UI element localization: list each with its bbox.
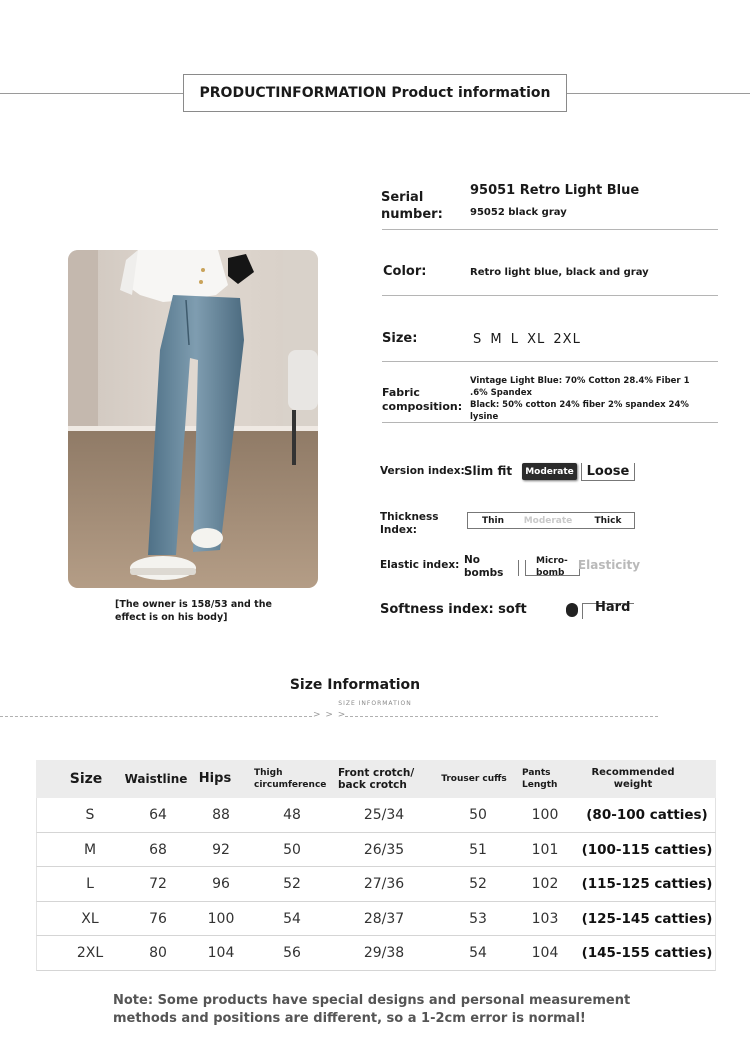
table-cell: 72 xyxy=(149,876,167,892)
table-cell: 101 xyxy=(531,841,559,858)
table-cell: 76 xyxy=(149,910,167,927)
table-row xyxy=(36,902,716,937)
size-table xyxy=(36,760,716,971)
table-cell: 29/38 xyxy=(363,945,405,961)
elastic-divider-1 xyxy=(518,560,519,576)
table-cell: 104 xyxy=(531,945,559,961)
serial-label-1: Serial xyxy=(381,190,424,205)
color-value: Retro light blue, black and gray xyxy=(470,267,649,278)
table-cell: 28/37 xyxy=(363,910,405,927)
thickness-label-2: Index: xyxy=(380,524,417,536)
table-cell: (115-125 catties) xyxy=(581,876,713,892)
table-cell: 53 xyxy=(469,910,487,927)
table-cell: 54 xyxy=(469,945,487,961)
thickness-thin: Thin xyxy=(481,515,505,526)
table-cell: L xyxy=(86,876,94,892)
table-cell: 96 xyxy=(212,876,230,892)
table-cell: 103 xyxy=(531,910,559,927)
table-row xyxy=(36,936,716,971)
table-cell: XL xyxy=(81,910,99,927)
softness-label: Softness index: soft xyxy=(380,602,527,617)
table-cell: 26/35 xyxy=(363,841,405,858)
size-table-body xyxy=(36,798,716,971)
table-cell: 27/36 xyxy=(363,876,405,892)
table-cell: 100 xyxy=(207,910,235,927)
header-crotch: Front crotch/ back crotch xyxy=(338,767,415,791)
measurement-note: Note: Some products have special designs and personal measurement methods and positions are different, so a 1-2cm error is normal! xyxy=(113,993,631,1026)
thickness-label-1: Thickness xyxy=(380,511,439,523)
table-cell: (80-100 catties) xyxy=(586,807,708,823)
softness-hard: Hard xyxy=(595,600,631,615)
table-cell: 56 xyxy=(283,945,301,961)
header-cuffs: Trouser cuffs xyxy=(441,774,507,784)
size-label: Size: xyxy=(382,331,418,346)
table-cell: 48 xyxy=(283,807,301,823)
table-cell: (125-145 catties) xyxy=(581,910,713,927)
version-moderate-selected: Moderate xyxy=(522,463,577,480)
size-info-line-right xyxy=(345,716,658,717)
page-title: PRODUCTINFORMATION Product information xyxy=(183,74,567,112)
table-row xyxy=(36,867,716,902)
elastic-micro-bomb-2: bomb xyxy=(536,568,565,578)
fabric-line-4: lysine xyxy=(470,412,499,422)
table-cell: S xyxy=(85,807,95,823)
table-cell: 64 xyxy=(149,807,167,823)
table-row xyxy=(36,798,716,833)
elastic-no-bombs-2: bombs xyxy=(464,567,504,579)
header-line-left xyxy=(0,93,183,94)
fabric-label-2: composition: xyxy=(382,400,463,413)
table-cell: 102 xyxy=(531,876,559,892)
info-row-size xyxy=(382,296,718,362)
table-cell: 54 xyxy=(283,910,301,927)
table-cell: 52 xyxy=(283,876,301,892)
header-weight: Recommended weight xyxy=(591,767,675,790)
table-cell: 51 xyxy=(469,841,487,858)
elastic-no-bombs-1: No xyxy=(464,554,481,566)
table-cell: 80 xyxy=(149,945,167,961)
elastic-index-label: Elastic index: xyxy=(380,559,460,571)
elastic-micro-bomb-1: Micro- xyxy=(536,556,568,566)
version-loose: Loose xyxy=(586,463,630,479)
fabric-line-1: Vintage Light Blue: 70% Cotton 28.4% Fiber 1 xyxy=(470,376,690,386)
elastic-elasticity: Elasticity xyxy=(577,558,641,572)
softness-marker xyxy=(566,603,578,617)
table-cell: 68 xyxy=(149,841,167,858)
info-row-color xyxy=(382,230,718,296)
size-info-title: Size Information xyxy=(289,677,421,693)
version-index-label: Version index: xyxy=(380,465,465,477)
photo-caption: [The owner is 158/53 and the effect is on his body] xyxy=(115,599,272,623)
size-value: S M L XL 2XL xyxy=(473,332,581,347)
thickness-moderate: Moderate xyxy=(523,515,573,526)
table-row xyxy=(36,833,716,868)
fabric-line-3: Black: 50% cotton 24% fiber 2% spandex 24% xyxy=(470,400,689,410)
table-cell: 25/34 xyxy=(363,807,405,823)
table-cell: 52 xyxy=(469,876,487,892)
header-length: Pants Length xyxy=(522,768,558,790)
table-cell: 2XL xyxy=(76,945,104,961)
size-info-line-left xyxy=(0,716,312,717)
product-photo xyxy=(68,250,318,588)
serial-value-2: 95052 black gray xyxy=(470,207,567,218)
table-cell: (145-155 catties) xyxy=(581,945,713,961)
serial-value-1: 95051 Retro Light Blue xyxy=(470,183,640,198)
header-waistline: Waistline xyxy=(124,772,188,786)
table-cell: 88 xyxy=(212,807,230,823)
table-cell: 50 xyxy=(469,807,487,823)
table-cell: 100 xyxy=(531,807,559,823)
fabric-label-1: Fabric xyxy=(382,386,420,399)
header-thigh: Thigh circumference xyxy=(254,768,327,790)
table-cell: (100-115 catties) xyxy=(581,841,713,858)
fabric-line-2: .6% Spandex xyxy=(470,388,532,398)
size-info-arrows: > > > xyxy=(313,710,347,720)
header-line-right xyxy=(567,93,750,94)
version-bracket xyxy=(581,463,635,481)
version-slim-fit: Slim fit xyxy=(463,464,513,478)
header-size: Size xyxy=(69,771,103,787)
color-label: Color: xyxy=(383,264,427,279)
header-hips: Hips xyxy=(198,771,232,786)
size-info-subtitle: SIZE INFORMATION xyxy=(338,700,412,707)
table-cell: M xyxy=(83,841,97,858)
table-cell: 92 xyxy=(212,841,230,858)
table-cell: 50 xyxy=(283,841,301,858)
table-cell: 104 xyxy=(207,945,235,961)
thickness-thick: Thick xyxy=(594,515,622,526)
size-table-header xyxy=(36,760,716,798)
serial-label-2: number: xyxy=(381,207,443,222)
